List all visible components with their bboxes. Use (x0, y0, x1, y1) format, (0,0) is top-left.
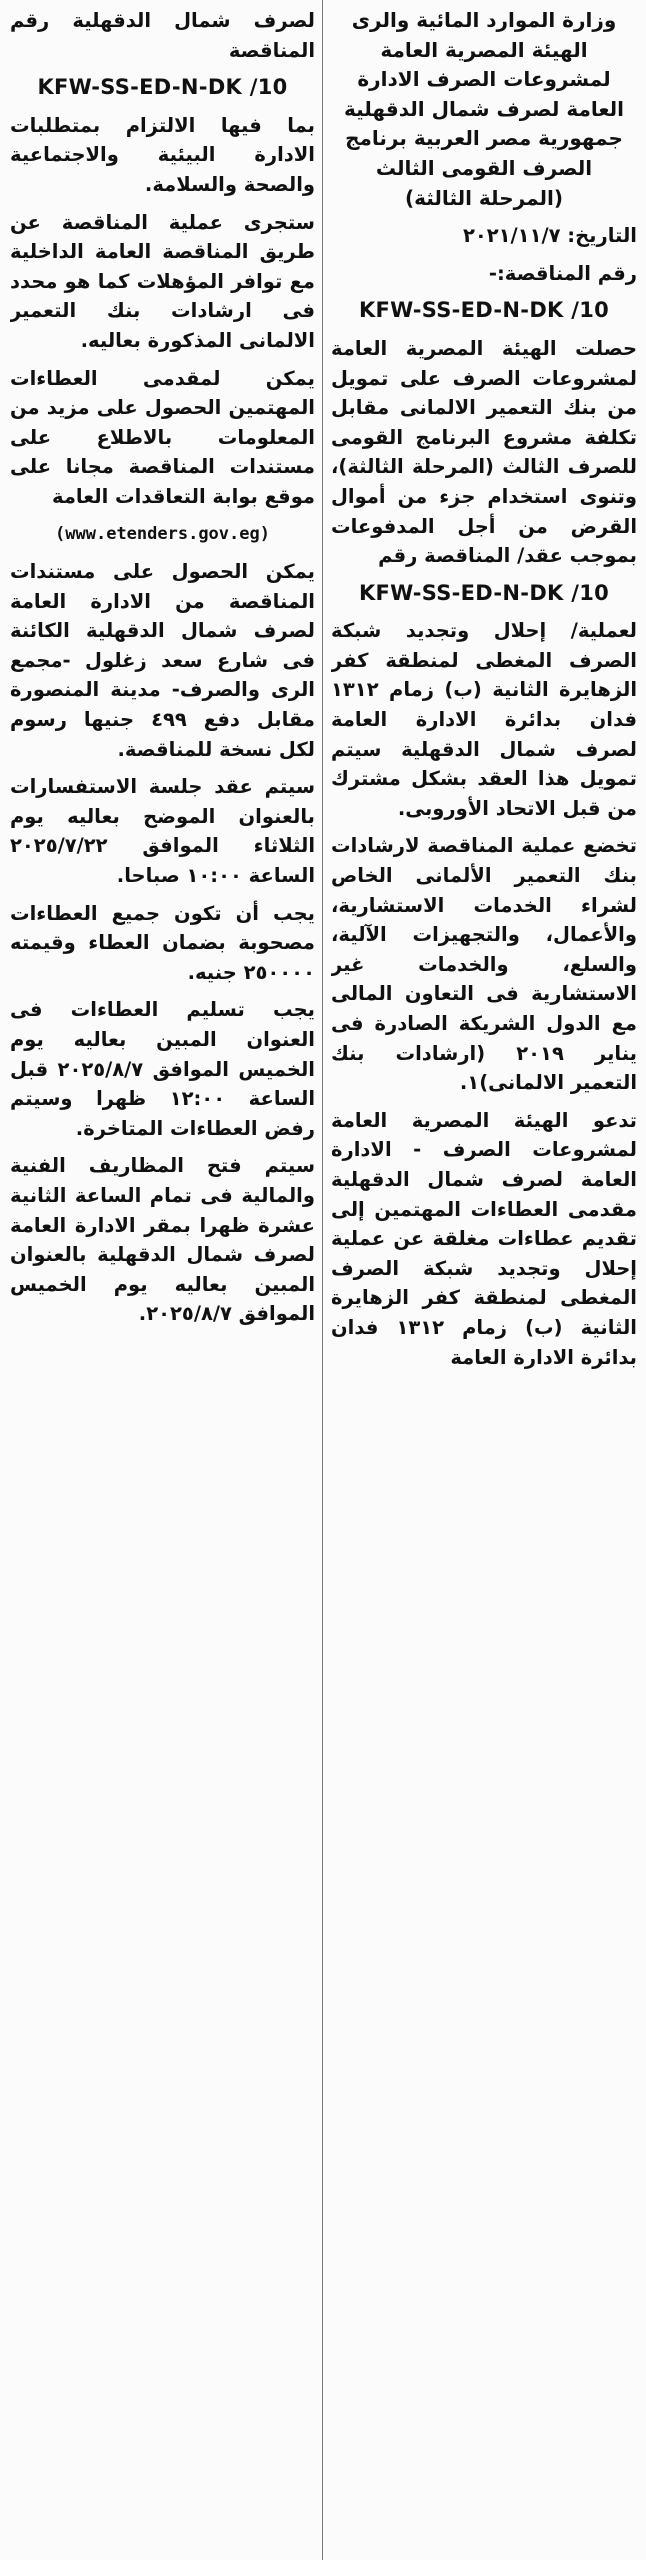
right-column (331, 6, 637, 2554)
opening-paragraph: سيتم فتح المظاريف الفنية والمالية فى تمام الساعة الثانية عشرة ظهرا بمقر الادارة العامة لصرف شمال الدقهلية بالعنوان المبين بعاليه يوم الخميس الموافق ٢٠٢٥/٨/٧. (10, 1154, 315, 1326)
tender-reference-repeat: KFW-SS-ED-N-DK /10 (358, 580, 610, 605)
procedure-paragraph: ستجرى عملية المناقصة عن طريق المناقصة العامة الداخلية مع توافر المؤهلات كما هو محدد فى ارشادات بنك التعمير الالمانى المذكورة بعاليه. (10, 210, 315, 352)
issuer-header: وزارة الموارد المائية والرى الهيئة المصرية العامة لمشروعات الصرف الادارة العامة لصرف شمال الدقهلية جمهورية مصر العربية برنامج الصرف القومى الثالث (المرحلة الثالثة) (343, 8, 625, 210)
tender-number-label: رقم المناقصة:- (488, 261, 637, 285)
etenders-link[interactable]: (www.etenders.gov.eg) (55, 523, 270, 544)
continuation-line: لصرف شمال الدقهلية رقم المناقصة (10, 9, 315, 62)
invitation-paragraph: تدعو الهيئة المصرية العامة لمشروعات الصرف - الادارة العامة لصرف شمال الدقهلية مقدمى العطاءات المهتمين إلى تقديم عطاءات مغلقة عن عملية إحلال وتجديد شبكة الصرف المغطى لمنطقة كفر الزهايرة الثانية (ب) زمام ١٣١٢ فدان بدائرة الادارة العامة (331, 1108, 637, 1369)
documents-paragraph: يمكن الحصول على مستندات المناقصة من الادارة العامة لصرف شمال الدقهلية الكائنة فى شارع سعد زغلول -مجمع الرى والصرف- مدينة المنصورة مقابل دفع ٤٩٩ جنيها رسوم لكل نسخة للمناقصة. (10, 560, 315, 761)
information-paragraph: يمكن لمقدمى العطاءات المهتمين الحصول على مزيد من المعلومات بالاطلاع على مستندات المناقصة مجانا على موقع بوابة التعاقدات العامة (10, 366, 315, 508)
guidelines-paragraph: تخضع عملية المناقصة لارشادات بنك التعمير الألمانى الخاص لشراء الخدمات الاستشارية، والأعمال، والتجهيزات الآلية، والسلع، والخدمات غير الاستشارية فى التعاون المالى مع الدول الشريكة الصادرة فى يناير ٢٠١٩ (ارشادات بنك التعمير الالمانى)١. (331, 834, 637, 1095)
column-divider (322, 0, 323, 2560)
tender-reference-left: KFW-SS-ED-N-DK /10 (37, 75, 288, 100)
compliance-paragraph: بما فيها الالتزام بمتطلبات الادارة البيئية والاجتماعية والصحة والسلامة. (10, 113, 315, 196)
date-line: التاريخ: ٢٠٢١/١١/٧ (462, 224, 637, 248)
left-column (10, 6, 315, 2554)
submission-paragraph: يجب تسليم العطاءات فى العنوان المبين بعاليه يوم الخميس الموافق ٢٠٢٥/٨/٧ قبل الساعة ١٢:٠٠ ظهرا وسيتم رفض العطاءات المتاخرة. (10, 998, 315, 1140)
bid-security-paragraph: يجب أن تكون جميع العطاءات مصحوبة بضمان العطاء وقيمته ٢٥٠٠٠٠ جنيه. (10, 901, 315, 984)
funding-paragraph: حصلت الهيئة المصرية العامة لمشروعات الصرف على تمويل من بنك التعمير الالمانى مقابل تكلفة مشروع البرنامج القومى للصرف الثالث (المرحلة الثالثة)، وتنوى استخدام جزء من أموال القرض من أجل المدفوعات بموجب عقد/ المناقصة رقم (331, 336, 637, 568)
project-description-paragraph: لعملية/ إحلال وتجديد شبكة الصرف المغطى لمنطقة كفر الزهايرة الثانية (ب) زمام ١٣١٢ فدان بدائرة الادارة العامة لصرف شمال الدقهلية سيتم تمويل هذا العقد بشكل مشترك من قبل الاتحاد الأوروبى. (331, 619, 637, 820)
tender-reference: KFW-SS-ED-N-DK /10 (358, 298, 610, 323)
inquiries-paragraph: سيتم عقد جلسة الاستفسارات بالعنوان الموضح بعاليه يوم الثلاثاء الموافق ٢٠٢٥/٧/٢٢ الساعة ١٠:٠٠ صباحا. (10, 775, 315, 888)
